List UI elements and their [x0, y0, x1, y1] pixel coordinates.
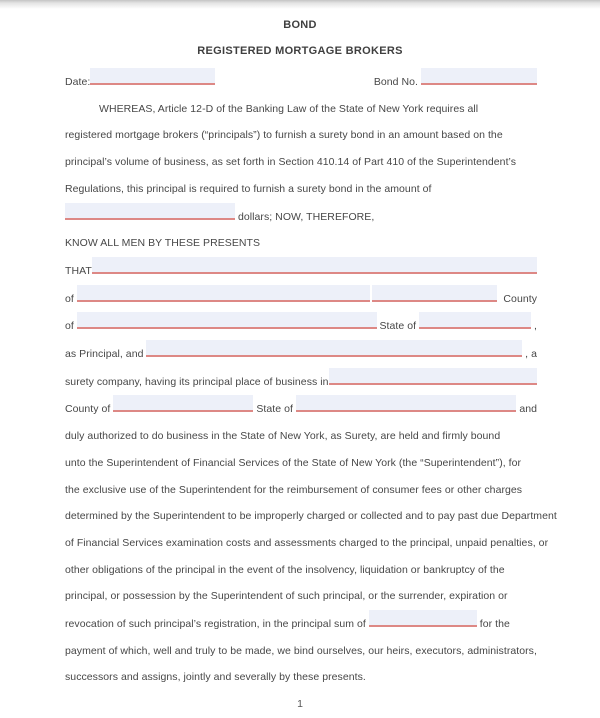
text-run: State of	[253, 403, 296, 416]
document-line	[65, 368, 537, 396]
text-run: dollars; NOW, THEREFORE,	[235, 210, 375, 223]
text-run: principal’s volume of business, as set forth in Section 410.14 of Part 410 of the Superintendent’s	[65, 156, 517, 169]
form-body	[0, 64, 600, 691]
text-run: and	[516, 403, 537, 416]
document-line	[65, 203, 537, 231]
page-number: 1	[297, 698, 303, 711]
document-line	[65, 312, 537, 340]
principal-state-field[interactable]	[419, 312, 531, 329]
document-line	[65, 530, 549, 557]
document-line	[65, 503, 557, 530]
text-run: Regulations, this principal is required to furnish a surety bond in the amount of	[65, 182, 432, 195]
text-run: duly authorized to do business in the State of New York, as Surety, are held and firmly bound	[65, 430, 501, 443]
text-run: of	[65, 292, 77, 305]
text-run: as Principal, and	[65, 348, 147, 361]
document-line	[65, 583, 537, 610]
page-subtitle: REGISTERED MORTGAGE BROKERS	[197, 45, 403, 57]
date-field[interactable]	[90, 68, 215, 85]
principal-county-field[interactable]	[372, 285, 497, 302]
text-run: other obligations of the principal in the event of the insolvency, liquidation or bankruptcy of the	[65, 563, 505, 576]
document-line	[65, 477, 537, 504]
surety-address-field[interactable]	[329, 368, 537, 385]
text-run: County	[497, 292, 537, 305]
bond-amount-field[interactable]	[65, 203, 235, 220]
text-run: principal, or possession by the Superintendent of such principal, or the surrender, expiration or	[65, 590, 508, 603]
document-line	[65, 176, 537, 203]
text-run: determined by the Superintendent to be improperly charged or collected and to pay past due Department	[65, 510, 557, 523]
document-line	[65, 450, 537, 477]
text-run: County of	[65, 403, 114, 416]
document-line	[65, 122, 537, 149]
document-line	[65, 68, 537, 96]
principal-name-field[interactable]	[92, 257, 537, 274]
text-run: of	[65, 320, 77, 333]
document-line	[65, 638, 537, 665]
document-line	[65, 664, 537, 691]
text-run: THAT	[65, 264, 92, 277]
document-line	[65, 96, 537, 123]
text-run: KNOW ALL MEN BY THESE PRESENTS	[65, 237, 261, 250]
text-run: registered mortgage brokers (“principals”) to furnish a surety bond in an amount based on the	[65, 129, 503, 142]
text-run: WHEREAS, Article 12-D of the Banking Law of the State of New York requires all	[99, 102, 479, 115]
text-run: of Financial Services examination costs and assessments charged to the principal, unpaid penalties, or	[65, 536, 549, 549]
text-run: , a	[522, 348, 537, 361]
document-line	[65, 340, 537, 368]
text-run: State of	[376, 320, 420, 333]
document-line	[65, 230, 537, 257]
document-line	[65, 423, 537, 450]
text-run: unto the Superintendent of Financial Services of the State of New York (the “Superintendent”), for	[65, 456, 522, 469]
document-line	[65, 149, 537, 176]
text-run: Date:	[65, 76, 91, 88]
document-line	[65, 395, 537, 423]
text-run: for the	[476, 618, 510, 631]
principal-sum-field[interactable]	[369, 610, 477, 627]
document-line	[65, 610, 537, 638]
bond-no-field[interactable]	[421, 68, 537, 85]
surety-county-field[interactable]	[113, 395, 253, 412]
text-run: the exclusive use of the Superintendent for the reimbursement of consumer fees or other charges	[65, 483, 523, 496]
text-run: Bond No.	[373, 76, 421, 88]
text-run: payment of which, well and truly to be made, we bind ourselves, our heirs, executors, administrators,	[65, 644, 537, 657]
document-line	[65, 285, 537, 313]
principal-city-field[interactable]	[77, 312, 377, 329]
document-line	[65, 557, 537, 584]
text-run: successors and assigns, jointly and severally by these presents.	[65, 671, 366, 684]
text-run: ,	[531, 320, 537, 333]
document-line	[65, 257, 537, 285]
text-run: surety company, having its principal place of business in	[65, 375, 329, 388]
text-run: revocation of such principal’s registration, in the principal sum of	[65, 618, 369, 631]
surety-state-field[interactable]	[296, 395, 516, 412]
surety-name-field[interactable]	[146, 340, 522, 357]
page-title: BOND	[283, 19, 317, 31]
principal-address-field[interactable]	[77, 285, 370, 302]
